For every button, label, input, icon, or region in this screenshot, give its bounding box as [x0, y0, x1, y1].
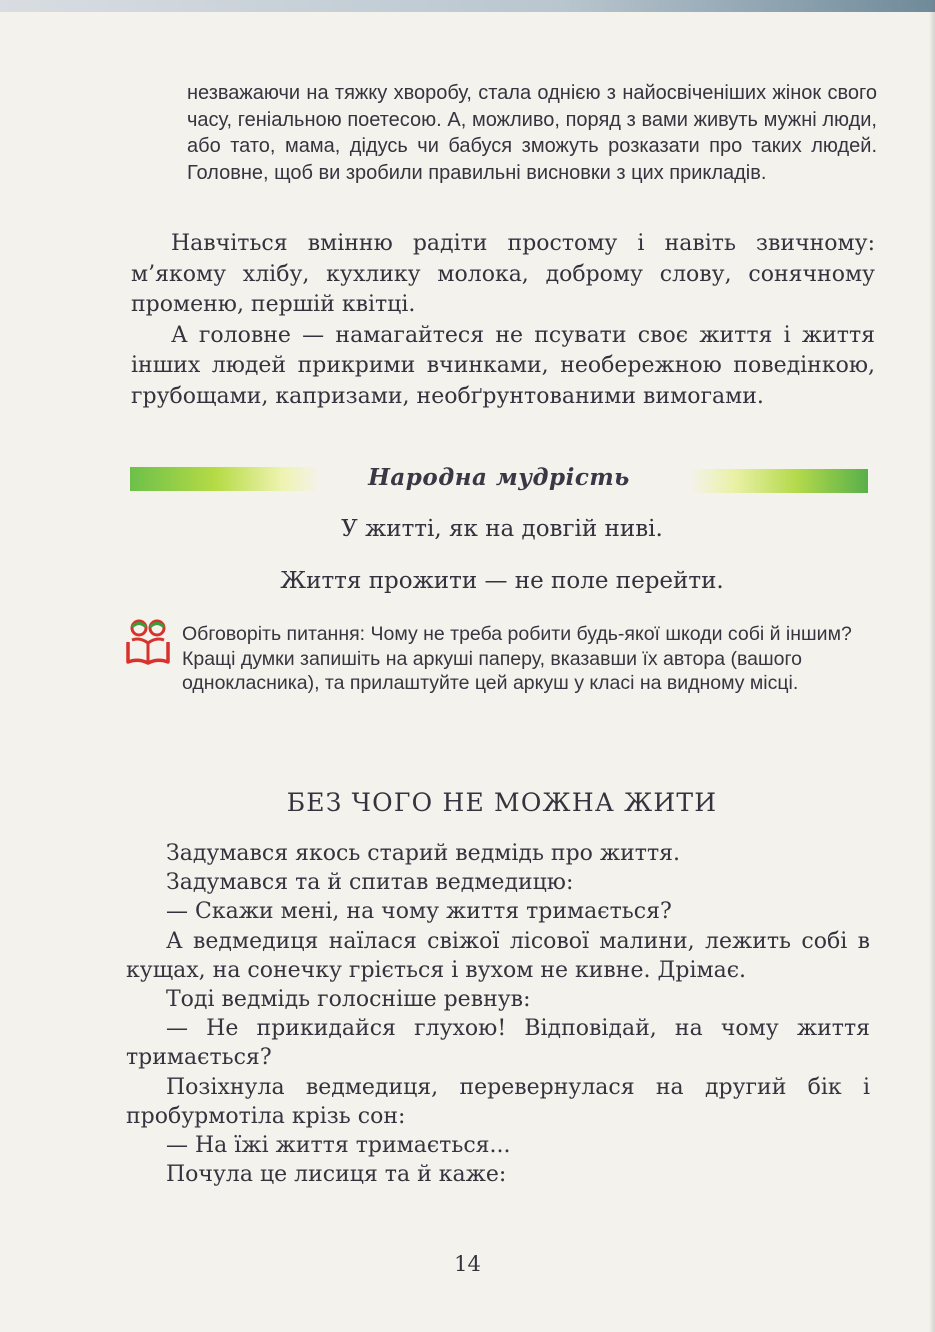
- folk-wisdom-title: Народна мудрість: [368, 464, 630, 491]
- story-paragraph: Почула це лисиця та й каже:: [166, 1162, 507, 1188]
- discussion-block: [182, 622, 874, 696]
- story-paragraph: А ведмедиця наїлася свіжої лісової малини, лежить собі в кущах, на сонечку гріється і вухом не кивне. Дрімає.: [126, 928, 870, 983]
- story-paragraph: Тоді ведмідь голосніше ревнув:: [166, 987, 531, 1013]
- story-paragraph: Задумався та й спитав ведмедицю:: [166, 870, 574, 896]
- folk-wisdom-header: [130, 464, 868, 496]
- page-right-edge-shadow: [929, 0, 935, 1332]
- story-paragraph: Позіхнула ведмедиця, перевернулася на другий бік і пробурмотіла крізь сон:: [126, 1074, 870, 1129]
- advice-paragraph: Навчіться вмінню радіти простому і навіть звичному: м’якому хлібу, кухлику молока, доброму слову, сонячному променю, першій квітці.: [131, 231, 875, 317]
- story-paragraph: — На їжі життя тримається...: [166, 1133, 511, 1159]
- story-title: БЕЗ ЧОГО НЕ МОЖНА ЖИТИ: [286, 788, 718, 817]
- discussion-book-icon: [126, 616, 170, 668]
- discussion-instruction: Кращі думки запишіть на аркуші паперу, вказавши їх автора (вашого однокласника), та прилаштуйте цей аркуш у класі на видному місці.: [182, 647, 802, 694]
- story-paragraph: Задумався якось старий ведмідь про життя.: [166, 841, 681, 866]
- advice-section: [131, 229, 875, 412]
- discussion-question: Обговоріть питання: Чому не треба робити будь-якої шкоди собі й іншим?: [182, 623, 852, 645]
- advice-paragraph: А головне — намагайтеся не псувати своє життя і життя інших людей прикрими вчинками, необережною поведінкою, грубощами, капризами, необґрунтованими вимогами.: [131, 322, 875, 409]
- story-text: [126, 839, 870, 1189]
- intro-paragraph: [187, 80, 877, 186]
- proverb: У житті, як на довгій ниві.: [341, 516, 663, 542]
- story-paragraph: — Скажи мені, на чому життя тримається?: [166, 899, 672, 925]
- page-top-edge: [0, 0, 935, 12]
- intro-text: незважаючи на тяжку хворобу, стала однією з найосвіченіших жінок свого часу, геніальною поетесою. А, можливо, поряд з вами живуть мужні люди, або тато, мама, дідусь чи бабуся зможуть розказати про таких людей. Головне, щоб ви зробили правильні висновки з цих прикладів.: [187, 82, 877, 184]
- story-paragraph: — Не прикидайся глухою! Відповідай, на чому життя тримається?: [126, 1016, 870, 1071]
- proverb: Життя прожити — не поле перейти.: [280, 568, 724, 594]
- page-number: 14: [454, 1252, 481, 1276]
